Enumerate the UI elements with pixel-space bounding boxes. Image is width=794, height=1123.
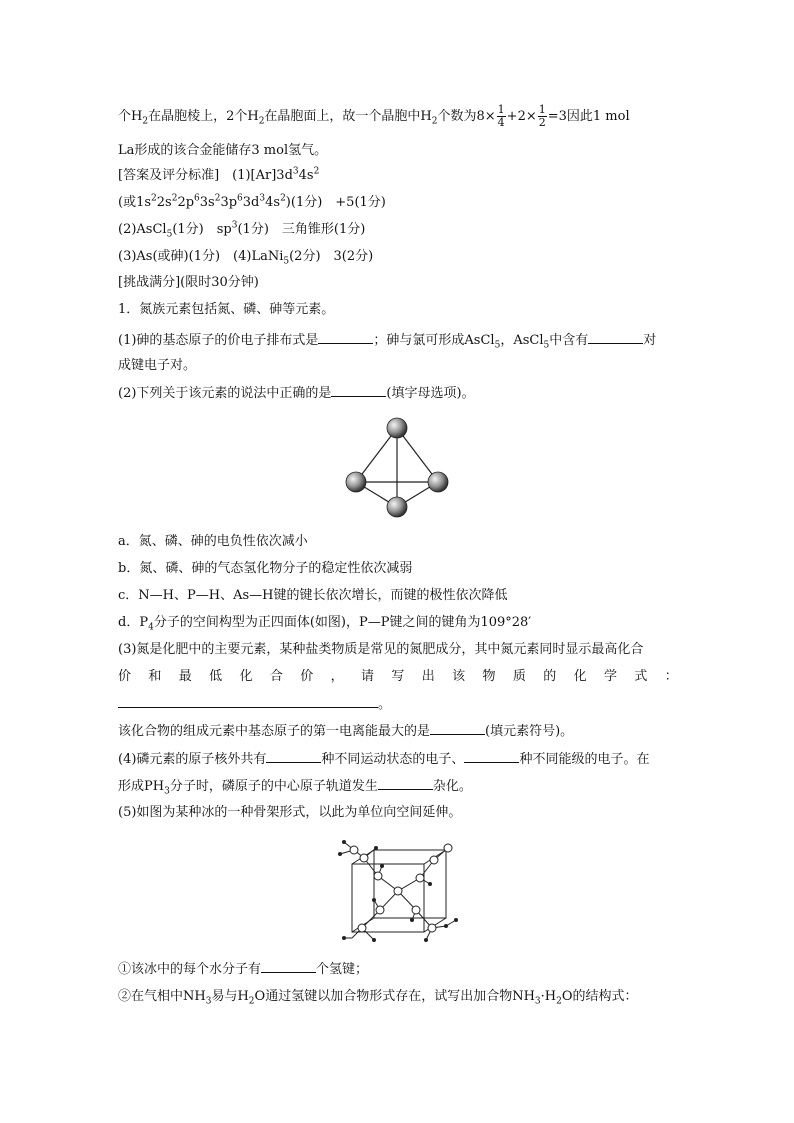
justified-char: 价 [300, 669, 314, 684]
justified-char: 该 [452, 669, 466, 684]
question-1-1-cont: 成键电子对。 [118, 358, 197, 373]
question-1-4-cont: 形成$PH_3$分子时，磷原子的中心原子轨道发生 杂化。 [118, 776, 678, 797]
answer-line-a: (或$1s^22s^22p^63s^23p^63d^34s^2)(1$分) +5(1分) [118, 193, 386, 210]
question-1-1: (1)砷的基态原子的价电子排布式是 ；砷与氯可形成AsCl$_5$，AsCl$_5$中含有 对 [118, 330, 678, 351]
justified-char: 化 [239, 669, 253, 684]
option-c: c．N—H、P—H、As—H键的键长依次增长，而键的极性依次降低 [118, 588, 508, 603]
justified-char: 质 [512, 669, 526, 684]
challenge-header: [挑战满分](限时30分钟) [118, 275, 259, 290]
question-1-4: (4)磷元素的原子核外共有 种不同运动状态的电子、 种不同能级的电子。在 [118, 749, 678, 770]
oxygen-atom [394, 887, 402, 895]
fraction-half: $\frac{1}{2}$ [538, 103, 546, 129]
justified-char: 价 [118, 669, 132, 684]
oxygen-atom [444, 844, 452, 852]
hydrogen-atom [444, 924, 448, 928]
justified-char: 式 [634, 669, 648, 684]
question-1-3-justified [118, 667, 678, 687]
solution-line-2: La形成的该合金能储存3 mol氢气。 [118, 143, 328, 158]
question-1-intro: 1．氮族元素包括氮、磷、砷等元素。 [118, 302, 335, 317]
p-atom [428, 472, 448, 492]
question-1-3-blank-line: 。 [118, 694, 678, 715]
hydrogen-atom [342, 840, 346, 844]
answer-blank[interactable] [430, 721, 485, 735]
justified-char: 物 [482, 669, 496, 684]
option-b: b．氮、磷、砷的气态氢化物分子的稳定性依次减弱 [118, 561, 413, 576]
justified-char: 合 [269, 669, 283, 684]
answer-line-c: (3)As(或砷)(1分) (4)LaNi$_5$(2分) 3(2分) [118, 249, 374, 267]
question-1-5-1: ①该冰中的每个水分子有 个氢键； [118, 959, 678, 980]
hydrogen-atom [372, 898, 376, 902]
p-atom [387, 418, 407, 438]
hydrogen-atom [454, 918, 458, 922]
hydrogen-atom [372, 938, 376, 942]
justified-char: 的 [543, 669, 557, 684]
hydrogen-atom [424, 938, 428, 942]
justified-char: 化 [573, 669, 587, 684]
question-1-5-2: ②在气相中$NH_3$易与$H_2O$通过氢键以加合物形式存在，试写出加合物$NH_3\cdot H_2O$的结构式： [118, 989, 638, 1007]
oxygen-atom [374, 872, 382, 880]
justified-char: 和 [148, 669, 162, 684]
oxygen-atom [428, 924, 436, 932]
option-d: d．$P_4$分子的空间构型为正四面体(如图)，P—P键之间的键角为109°28′ [118, 615, 532, 633]
justified-char: ： [664, 669, 678, 684]
question-1-3: (3)氮是化肥中的主要元素，某种盐类物质是常见的氮肥成分，其中氮元素同时显示最高化合 [118, 642, 644, 657]
justified-char: 写 [391, 669, 405, 684]
justified-char: 最 [178, 669, 192, 684]
hydrogen-atom [410, 918, 414, 922]
answer-blank[interactable] [464, 749, 519, 763]
answer-line-b: (2)AsCl$_5$(1分) $sp^3(1$分) 三角锥形(1分) [118, 220, 366, 240]
oxygen-atom [376, 906, 384, 914]
question-1-2: (2)下列关于该元素的说法中正确的是 (填字母选项)。 [118, 383, 678, 404]
p-atom [387, 497, 407, 517]
solution-line-1: 个$H_2$在晶胞棱上，2个$H_2$在晶胞面上，故一个晶胞中$H_2$个数为8× $\frac{1}{4}$ +2× $\frac{1}{2}$ =3因此1 mol [118, 103, 630, 129]
justified-char: 低 [209, 669, 223, 684]
hydrogen-atom [342, 936, 346, 940]
hydrogen-atom [374, 846, 378, 850]
oxygen-atom [360, 854, 368, 862]
answer-blank[interactable] [266, 749, 321, 763]
answer-blank[interactable] [378, 776, 433, 790]
answer-blank[interactable] [331, 383, 386, 397]
hydrogen-atom [338, 852, 342, 856]
ice-skeleton-figure [334, 836, 464, 951]
answer-blank[interactable] [588, 330, 643, 344]
justified-char: 学 [604, 669, 618, 684]
oxygen-atom [412, 906, 420, 914]
answer-header: [答案及评分标准] $(1)[Ar]3d^34s^2$ [118, 166, 320, 183]
answer-blank[interactable] [261, 959, 316, 973]
oxygen-atom [358, 924, 366, 932]
justified-char: 出 [421, 669, 435, 684]
question-1-5: (5)如图为某种冰的一种骨架形式，以此为单位向空间延伸。 [118, 805, 462, 820]
justified-char: 请 [361, 669, 375, 684]
justified-char: ， [330, 669, 344, 684]
answer-blank[interactable] [318, 330, 373, 344]
p-atom [346, 472, 366, 492]
hydrogen-atom [428, 882, 432, 886]
option-a: a．氮、磷、砷的电负性依次减小 [118, 534, 308, 549]
oxygen-atom [350, 846, 358, 854]
oxygen-atom [416, 874, 424, 882]
hydrogen-atom [380, 864, 384, 868]
fraction-quarter: $\frac{1}{4}$ [497, 103, 505, 129]
p4-tetrahedron-figure [338, 410, 458, 525]
question-1-3-cont: 该化合物的组成元素中基态原子的第一电离能最大的是 (填元素符号)。 [118, 721, 678, 742]
oxygen-atom [430, 856, 438, 864]
answer-blank[interactable] [118, 694, 378, 708]
